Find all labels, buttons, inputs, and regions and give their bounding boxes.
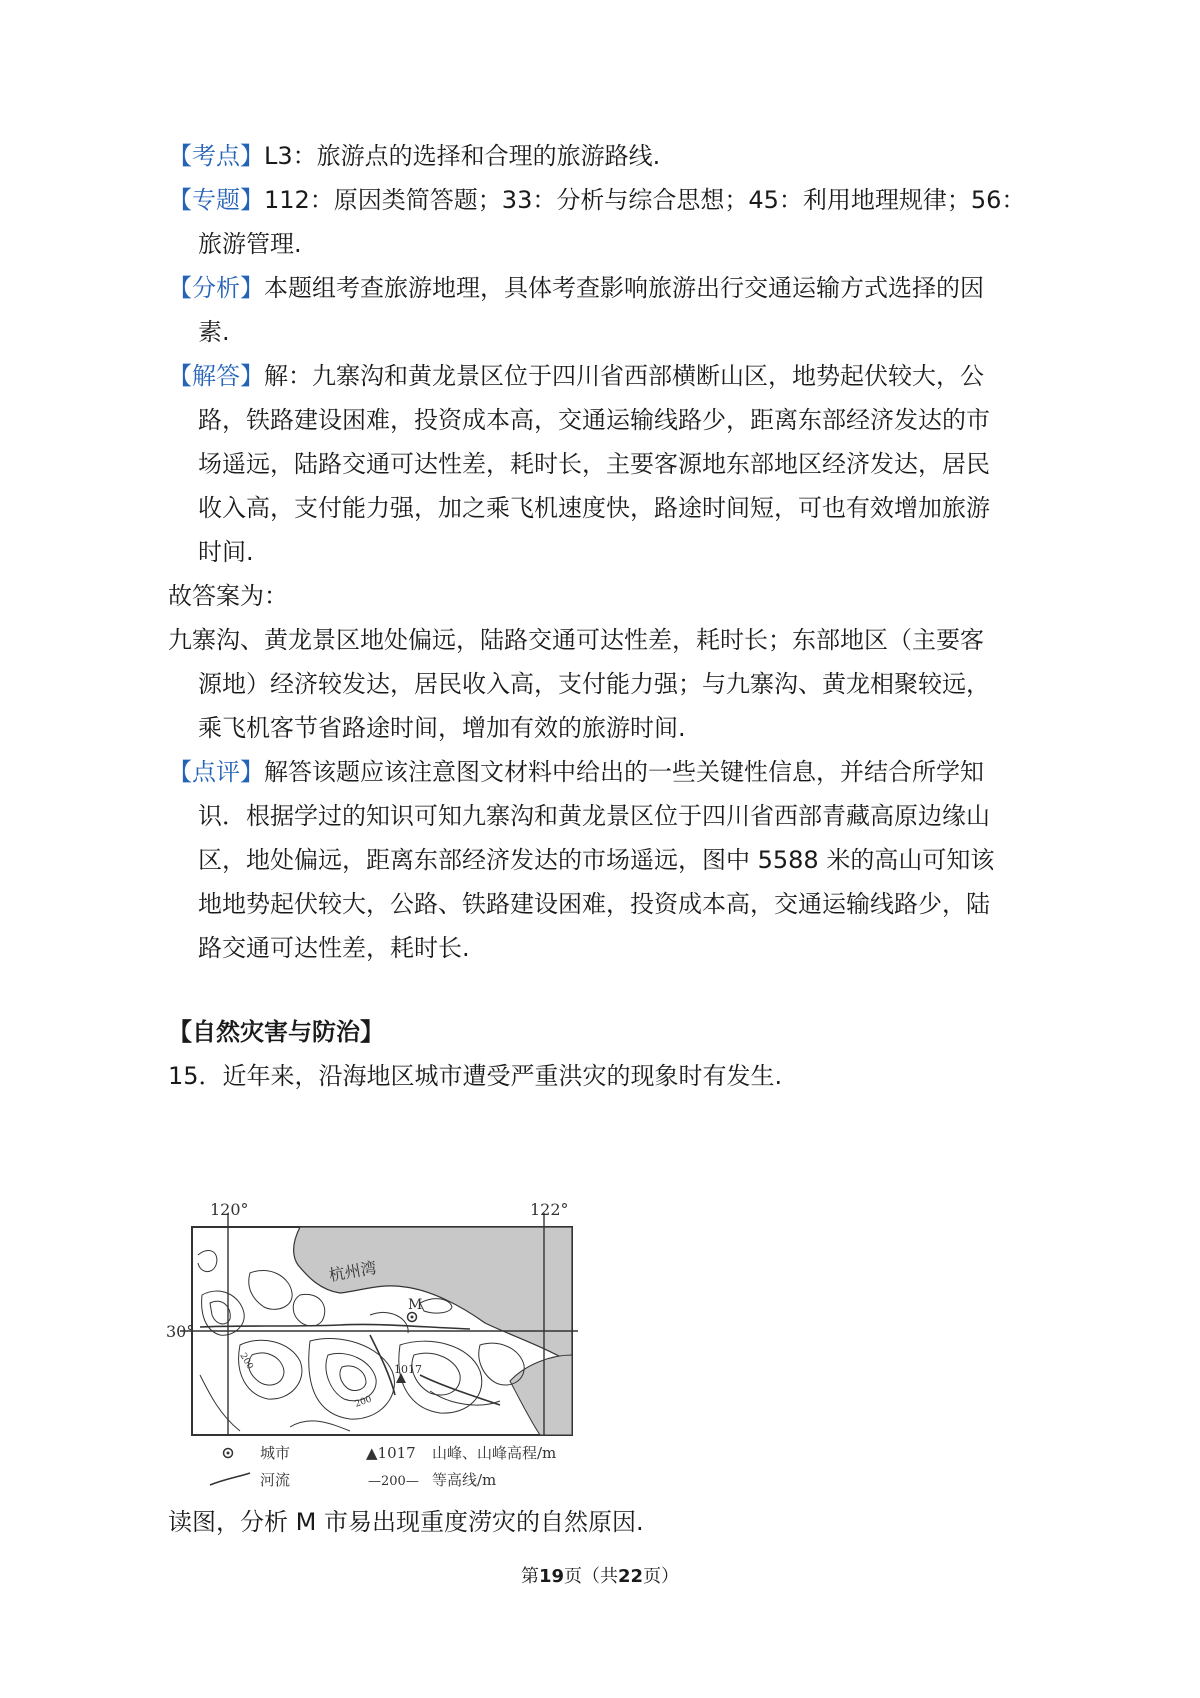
dianping-text-4: 地地势起伏较大，公路、铁路建设困难，投资成本高，交通运输线路少，陆 <box>198 890 990 918</box>
footer-total: 22 <box>618 1566 644 1587</box>
label-contour-b: 200 <box>353 1394 374 1410</box>
jieda-text-4: 收入高，支付能力强，加之乘飞机速度快，路途时间短，可也有效增加旅游 <box>198 494 990 522</box>
legend-peak-label: 山峰、山峰高程/m <box>432 1444 557 1462</box>
zhuanti-tag: 【专题】 <box>168 186 264 214</box>
dianping-line-1 <box>168 756 984 788</box>
legend-river-icon <box>210 1473 250 1485</box>
answer-text-1: 九寨沟、黄龙景区地处偏远，陆路交通可达性差，耗时长；东部地区（主要客 <box>168 626 984 654</box>
legend-contour-label: 等高线/m <box>432 1471 497 1489</box>
footer-post: 页） <box>643 1566 680 1587</box>
zhuanti-text-2: 旅游管理. <box>198 230 302 258</box>
dianping-text-2: 识．根据学过的知识可知九寨沟和黄龙景区位于四川省西部青藏高原边缘山 <box>198 802 990 830</box>
footer-page: 19 <box>538 1566 564 1587</box>
prompt-text: 读图，分析 M 市易出现重度涝灾的自然原因. <box>168 1508 644 1536</box>
footer-pre: 第 <box>520 1566 539 1587</box>
island <box>420 1299 452 1313</box>
section-title: 【自然灾害与防治】 <box>168 1018 384 1046</box>
fenxi-line-1 <box>168 272 984 304</box>
dianping-text-5: 路交通可达性差，耗时长. <box>198 934 470 962</box>
contour-map <box>166 1195 630 1495</box>
zhuanti-text-1: 112：原因类简答题；33：分析与综合思想；45：利用地理规律；56： <box>264 186 1026 214</box>
city-m-dot <box>411 1316 414 1319</box>
label-lon-122: 122° <box>530 1200 569 1219</box>
footer-mid: 页（共 <box>564 1566 618 1587</box>
kaodian-line <box>168 140 660 172</box>
jieda-text-2: 路，铁路建设困难，投资成本高，交通运输线路少，距离东部经济发达的市 <box>198 406 990 434</box>
jieda-tag: 【解答】 <box>168 362 264 390</box>
kaodian-text: L3：旅游点的选择和合理的旅游路线. <box>264 142 661 170</box>
question-text: 15．近年来，沿海地区城市遭受严重洪灾的现象时有发生. <box>168 1062 783 1090</box>
legend-city-label: 城市 <box>260 1444 291 1462</box>
fenxi-text-2: 素. <box>198 318 230 346</box>
jieda-text-1: 解：九寨沟和黄龙景区位于四川省西部横断山区，地势起伏较大，公 <box>264 362 984 390</box>
zhuanti-line-1 <box>168 184 1025 216</box>
map-legend <box>210 1444 556 1489</box>
jieda-text-3: 场遥远，陆路交通可达性差，耗时长，主要客源地东部地区经济发达，居民 <box>198 450 990 478</box>
jieda-text-5: 时间. <box>198 538 254 566</box>
label-lat-30: 30° <box>166 1322 195 1341</box>
answer-heading: 故答案为： <box>168 582 288 610</box>
label-city-m: M <box>408 1297 423 1313</box>
jieda-line-1 <box>168 360 984 392</box>
contour-map-figure <box>166 1195 630 1495</box>
legend-city-dot <box>227 1452 230 1455</box>
answer-text-3: 乘飞机客节省路途时间，增加有效的旅游时间. <box>198 714 686 742</box>
fenxi-tag: 【分析】 <box>168 274 264 302</box>
legend-river-label: 河流 <box>260 1471 291 1489</box>
legend-contour-value: —200— <box>368 1474 419 1489</box>
dianping-tag: 【点评】 <box>168 758 264 786</box>
legend-peak-value: ▲1017 <box>366 1444 416 1462</box>
page-footer <box>0 1562 1200 1588</box>
dianping-text-1: 解答该题应该注意图文材料中给出的一些关键性信息，并结合所学知 <box>264 758 984 786</box>
dianping-text-3: 区，地处偏远，距离东部经济发达的市场遥远，图中 5588 米的高山可知该 <box>198 846 995 874</box>
label-lon-120: 120° <box>210 1200 249 1219</box>
kaodian-tag: 【考点】 <box>168 142 264 170</box>
label-bay: 杭州湾 <box>327 1257 378 1285</box>
answer-text-2: 源地）经济较发达，居民收入高，支付能力强；与九寨沟、黄龙相聚较远， <box>198 670 990 698</box>
label-contour-a: 200 <box>237 1351 255 1372</box>
fenxi-text-1: 本题组考查旅游地理，具体考查影响旅游出行交通运输方式选择的因 <box>264 274 984 302</box>
label-peak-1017: 1017 <box>394 1363 422 1376</box>
